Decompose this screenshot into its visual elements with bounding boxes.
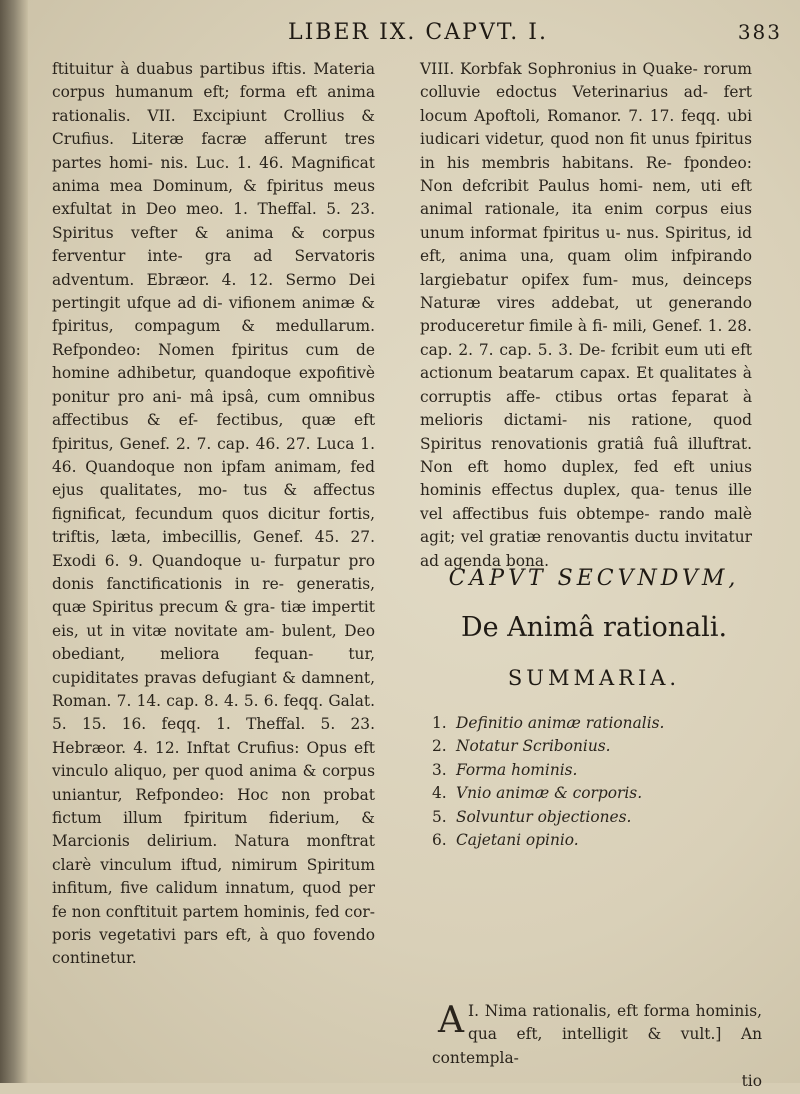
catchword: tio (741, 1072, 762, 1091)
drop-initial: A (438, 1000, 464, 1041)
paragraph-number: I. (468, 1002, 479, 1020)
summaria-text: Cajetani opinio. (456, 831, 579, 850)
summaria-number: 5. (432, 807, 447, 826)
running-header (250, 12, 790, 48)
summaria-text: Vnio animæ & corporis. (456, 784, 643, 803)
summaria-number: 2. (432, 737, 447, 756)
summaria-number: 4. (432, 784, 447, 803)
summaria-heading: SUMMARIA. (507, 666, 681, 690)
summaria-item (432, 829, 762, 852)
opening-paragraph (432, 1000, 762, 1094)
right-column-text: VIII. Korbfak Sophronius in Quake- rorum colluvie edoctus Veterinarius ad- fert locum Apoftoli, Romanor. 7. 17. feqq. ubi iudicari videtur, quod non fit unus fpiritus in his membris habitans. Re- fpondeo: Non defcribit Paulus homi- nem, uti eft animal rationale, ita enim corpus eius unum informat fpiritus u- nus. Spiritus, id eft, anima una, quam olim infpirando largiebatur opifex fum- mus, deinceps Naturæ vires addebat, ut generando produceretur fimile à fi- mili, Genef. 1. 28. cap. 2. 7. cap. 5. 3. De- fcribit eum uti eft actionum beatarum capax. Et qualitates à corruptis affe- ctibus ortas feparat à melioris dictami- nis ratione, quod Spiritus renovationis gratiâ fuâ illuftrat. Non eft homo duplex, fed eft unius hominis effectus duplex, qua- tenus ille vel affectibus fuis obtempe- rando malè agit; vel gratiæ renovantis ductu invitatur ad agenda bona. (420, 60, 752, 570)
summaria-item (432, 712, 762, 735)
summaria-text: Solvuntur objectiones. (456, 807, 632, 826)
running-title: LIBER IX. CAPVT. I. (288, 20, 548, 45)
summaria-item (432, 759, 762, 782)
chapter-subtitle: De Animâ rationali. (460, 612, 728, 643)
summaria-text: Definitio animæ rationalis. (456, 714, 665, 732)
page-binding-shadow (0, 0, 28, 1083)
summaria-item (432, 735, 762, 758)
summaria-item (432, 806, 762, 829)
right-column (420, 58, 752, 573)
summaria-number: 3. (432, 760, 447, 779)
chapter-heading: CAPVT SECVNDVM, (448, 566, 740, 591)
summaria-list (432, 712, 762, 852)
summaria-text: Forma hominis. (456, 760, 578, 779)
summaria-text: Notatur Scribonius. (456, 737, 611, 756)
summaria-item (432, 782, 762, 805)
summaria-number: 1. (432, 714, 447, 732)
summaria-number: 6. (432, 831, 447, 850)
page-number: 383 (737, 20, 782, 44)
opening-paragraph-text: Nima rationalis, eft forma hominis, qua eft, intelligit & vult.] An contempla- (432, 1002, 762, 1067)
left-column-text: ftituitur à duabus partibus iftis. Materia corpus humanum eft; forma eft anima rationalis. VII. Excipiunt Crollius & Crufius. Literæ facræ afferunt tres partes homi- nis. Luc. 1. 46. Magnificat anima mea Dominum, & fpiritus meus exfultat in Deo meo. 1. Theffal. 5. 23. Spiritus vefter & anima & corpus ferventur inte- gra ad Servatoris adventum. Ebræor. 4. 12. Sermo Dei pertingit ufque ad di- vifionem animæ & fpiritus, compagum & medullarum. Refpondeo: Nomen fpiritus cum de homine adhibetur, quandoque expofitivè ponitur pro ani- mâ ipsâ, cum omnibus affectibus & ef- fectibus, quæ eft fpiritus, Genef. 2. 7. cap. 46. 27. Luca 1. 46. Quandoque non ipfam animam, fed ejus qualitates, mo- tus & affectus fignificat, fecundum quos dicitur fortis, triftis, læta, imbecillis, Genef. 45. 27. Exodi 6. 9. Quandoque u- furpatur pro donis fanctificationis in re- generatis, quæ Spiritus precum & gra- tiæ impertit eis, ut in vitæ novitate am- bulent, Deo obediant, meliora fequan- tur, cupiditates pravas defugiant & damnent, Roman. 7. 14. cap. 8. 4. 5. 6. feqq. Galat. 5. 15. 16. feqq. 1. Theffal. 5. 23. Hebræor. 4. 12. Inftat Crufius: Opus eft vinculo aliquo, per quod anima & corpus uniantur, Refpondeo: Hoc non probat fictum illum fpiritum fiderium, & Marcionis delirium. Natura monftrat clarè vinculum iftud, nimirum Spiritum infitum, five calidum innatum, quod per fe non conftituit partem hominis, fed cor- poris vegetativi pars eft, à quo fovendo continetur. (52, 60, 375, 968)
left-column (52, 58, 375, 971)
